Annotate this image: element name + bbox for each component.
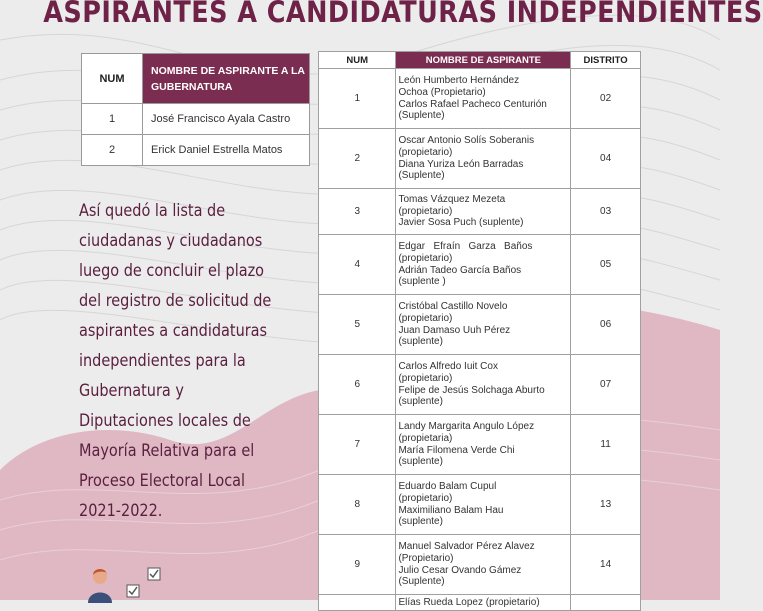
name-line: (propietario) [398, 252, 453, 264]
cell-num: 4 [319, 235, 396, 295]
name-line: (Suplente) [398, 170, 445, 182]
diputaciones-table [318, 51, 641, 611]
paragraph-line: independientes para la [79, 351, 246, 371]
cell-num: 5 [319, 295, 396, 355]
column-header-name: NOMBRE DE ASPIRANTE [396, 52, 571, 69]
cell-num: 1 [319, 69, 396, 129]
paragraph-line: Gubernatura y [79, 381, 184, 401]
table-row [319, 475, 641, 535]
name-line: (Suplente) [398, 576, 445, 588]
paragraph-line: Así quedó la lista de [79, 201, 226, 221]
table-row [82, 135, 310, 166]
name-line: Tomas Vázquez Mezeta [398, 193, 506, 205]
column-header-distrito: DISTRITO [571, 52, 641, 69]
column-header-num: NUM [82, 54, 143, 104]
cell-name [396, 129, 571, 189]
cell-name [396, 355, 571, 415]
cell-num: 7 [319, 415, 396, 475]
table-row [319, 69, 641, 129]
voting-illustration [80, 563, 190, 603]
name-line: (Suplente) [398, 110, 445, 122]
name-line: (suplente) [398, 396, 443, 408]
cell-num: 2 [82, 135, 143, 166]
name-line: María Filomena Verde Chi [398, 444, 515, 456]
cell-distrito: 03 [571, 189, 641, 235]
name-line: Oscar Antonio Solís Soberanis [398, 134, 535, 146]
name-line: Ochoa (Propietario) [398, 86, 486, 98]
table-row [319, 189, 641, 235]
summary-paragraph [79, 196, 311, 526]
cell-name: Erick Daniel Estrella Matos [143, 135, 310, 166]
paragraph-line: luego de concluir el plazo [79, 261, 265, 281]
cell-distrito: 14 [571, 535, 641, 595]
cell-name [396, 415, 571, 475]
checkbox-icon [148, 568, 160, 580]
table-row [319, 355, 641, 415]
name-line: Carlos Rafael Pacheco Centurión [398, 98, 547, 110]
name-line: Javier Sosa Puch (suplente) [398, 217, 524, 229]
column-header-num: NUM [319, 52, 396, 69]
cell-distrito: 06 [571, 295, 641, 355]
diputaciones-body [319, 69, 641, 611]
table-row [319, 535, 641, 595]
cell-num: 8 [319, 475, 396, 535]
name-line: Diana Yuriza León Barradas [398, 158, 524, 170]
name-line: Julio Cesar Ovando Gámez [398, 564, 522, 576]
table-header-row [319, 52, 641, 69]
paragraph-line: 2021-2022. [79, 501, 163, 521]
cell-distrito: 05 [571, 235, 641, 295]
name-line: Elías Rueda Lopez (propietario) [398, 596, 540, 608]
cell-name [396, 235, 571, 295]
name-line: Adrián Tadeo García Baños [398, 264, 522, 276]
table-row [319, 129, 641, 189]
cell-name [396, 595, 571, 611]
table-row [82, 104, 310, 135]
cell-distrito: 11 [571, 415, 641, 475]
cell-name [396, 535, 571, 595]
paragraph-line: Diputaciones locales de [79, 411, 251, 431]
cell-distrito: 13 [571, 475, 641, 535]
name-line: Felipe de Jesús Solchaga Aburto [398, 384, 545, 396]
column-header-name: NOMBRE DE ASPIRANTE A LA GUBERNATURA [143, 54, 310, 104]
cell-num: 6 [319, 355, 396, 415]
name-line: Manuel Salvador Pérez Alavez [398, 540, 535, 552]
gubernatura-table [81, 53, 310, 166]
cell-distrito: 04 [571, 129, 641, 189]
paragraph-line: ciudadanas y ciudadanos [79, 231, 263, 251]
cell-distrito: 07 [571, 355, 641, 415]
name-line: (suplente ) [398, 276, 446, 288]
table-row [319, 295, 641, 355]
cell-num: 3 [319, 189, 396, 235]
cell-num: 2 [319, 129, 396, 189]
cell-distrito [571, 595, 641, 611]
table-header-row [82, 54, 310, 104]
name-line: León Humberto Hernández [398, 74, 520, 86]
table-row [319, 595, 641, 611]
name-line: Juan Damaso Uuh Pérez [398, 324, 511, 336]
name-line: (propietario) [398, 146, 453, 158]
name-line: Landy Margarita Angulo López [398, 420, 535, 432]
paragraph-line: Proceso Electoral Local [79, 471, 246, 491]
name-line: (Propietario) [398, 552, 454, 564]
name-line: (suplente) [398, 336, 443, 348]
cell-name [396, 69, 571, 129]
name-line: (propietario) [398, 372, 453, 384]
cell-distrito: 02 [571, 69, 641, 129]
person-icon [88, 569, 112, 603]
cell-num: 1 [82, 104, 143, 135]
cell-name [396, 475, 571, 535]
name-line: Cristóbal Castillo Novelo [398, 300, 508, 312]
name-line: (propietario) [398, 312, 453, 324]
cell-name [396, 295, 571, 355]
name-line: (propietario) [398, 492, 453, 504]
paragraph-line: Mayoría Relativa para el [79, 441, 255, 461]
name-line: (suplente) [398, 456, 443, 468]
page-title: ASPIRANTES A CANDIDATURAS INDEPENDIENTES [43, 0, 763, 29]
name-line: Carlos Alfredo Iuit Cox [398, 360, 498, 372]
cell-name: José Francisco Ayala Castro [143, 104, 310, 135]
paragraph-line: del registro de solicitud de [79, 291, 272, 311]
paragraph-line: aspirantes a candidaturas [79, 321, 268, 341]
cell-num [319, 595, 396, 611]
checkbox-icon [127, 585, 139, 597]
table-row [319, 235, 641, 295]
cell-name [396, 189, 571, 235]
name-line: Edgar Efraín Garza Baños [398, 240, 533, 252]
name-line: Maximiliano Balam Hau [398, 504, 504, 516]
name-line: (propietario) [398, 205, 453, 217]
name-line: (propietaria) [398, 432, 453, 444]
name-line: (suplente) [398, 516, 443, 528]
table-row [319, 415, 641, 475]
cell-num: 9 [319, 535, 396, 595]
name-line: Eduardo Balam Cupul [398, 480, 497, 492]
